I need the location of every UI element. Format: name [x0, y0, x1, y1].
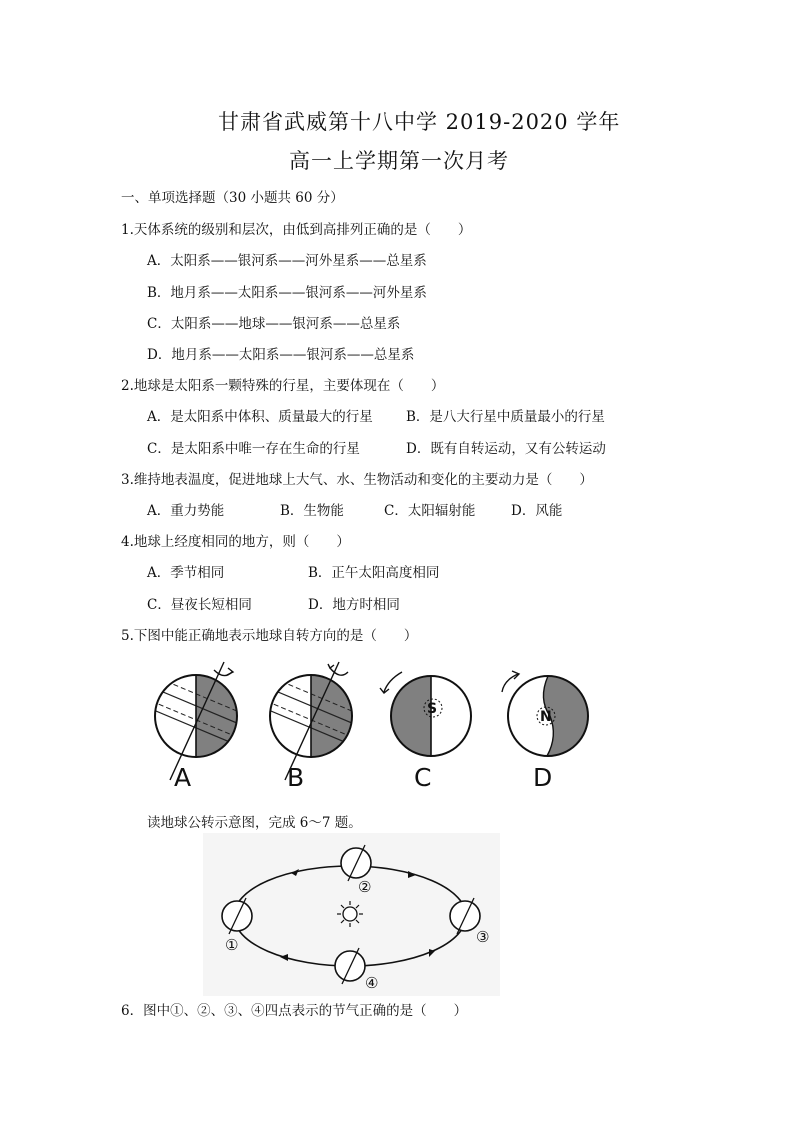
globe-d-pole-label: N — [540, 709, 552, 725]
page-title: 甘肃省武威第十八中学 2019-2020 学年 — [218, 110, 621, 134]
globe-d — [502, 671, 588, 756]
question-4-option-a: A．季节相同 — [147, 565, 225, 581]
question-4-option-b: B．正午太阳高度相同 — [308, 565, 440, 581]
question-1-option-a: A．太阳系——银河系——河外星系——总星系 — [147, 253, 427, 269]
question-2-option-b: B．是八大行星中质量最小的行星 — [406, 409, 605, 425]
figure-label-a: A — [174, 763, 192, 792]
orbit-label-4: ④ — [365, 974, 379, 992]
question-3-option-a: A．重力势能 — [147, 503, 225, 519]
question-1-stem: 1.天体系统的级别和层次，由低到高排列正确的是（ ） — [121, 222, 472, 238]
question-1-option-d: D．地月系——太阳系——银河系——总星系 — [147, 347, 415, 363]
orbit-label-3: ③ — [476, 928, 490, 946]
question-2-stem: 2.地球是太阳系一颗特殊的行星，主要体现在（ ） — [121, 378, 445, 394]
section-heading: 一、单项选择题（30 小题共 60 分） — [121, 190, 344, 206]
question-4-stem: 4.地球上经度相同的地方，则（ ） — [121, 534, 350, 550]
question-4-option-c: C．昼夜长短相同 — [147, 597, 252, 613]
figure-label-c: C — [414, 763, 432, 792]
question-6-stem: 6．图中①、②、③、④四点表示的节气正确的是（ ） — [121, 1003, 468, 1019]
question-5-stem: 5.下图中能正确地表示地球自转方向的是（ ） — [121, 628, 418, 644]
question-1-option-c: C．太阳系——地球——银河系——总星系 — [147, 316, 401, 332]
question-3-stem: 3.维持地表温度，促进地球上大气、水、生物活动和变化的主要动力是（ ） — [121, 472, 593, 488]
question-4-option-d: D．地方时相同 — [308, 597, 400, 613]
question-2-option-c: C．是太阳系中唯一存在生命的行星 — [147, 441, 360, 457]
figure-label-b: B — [287, 763, 305, 792]
rotation-figure — [144, 654, 596, 792]
question-2-option-a: A．是太阳系中体积、质量最大的行星 — [147, 409, 373, 425]
question-3-option-d: D．风能 — [511, 503, 563, 519]
orbit-figure — [203, 833, 500, 996]
orbit-label-2: ② — [358, 878, 372, 896]
question-3-option-b: B．生物能 — [280, 503, 344, 519]
reading-instruction: 读地球公转示意图，完成 6～7 题。 — [147, 815, 362, 831]
orbit-label-1: ① — [225, 936, 239, 954]
globe-a — [144, 662, 244, 780]
question-2-option-d: D．既有自转运动，又有公转运动 — [406, 441, 606, 457]
question-1-option-b: B．地月系——太阳系——银河系——河外星系 — [147, 285, 427, 301]
globe-c — [380, 672, 471, 756]
question-3-option-c: C．太阳辐射能 — [384, 503, 476, 519]
globe-c-pole-label: S — [427, 701, 438, 717]
figure-label-d: D — [533, 763, 553, 792]
page-subtitle: 高一上学期第一次月考 — [289, 149, 509, 173]
globe-b — [259, 662, 359, 780]
